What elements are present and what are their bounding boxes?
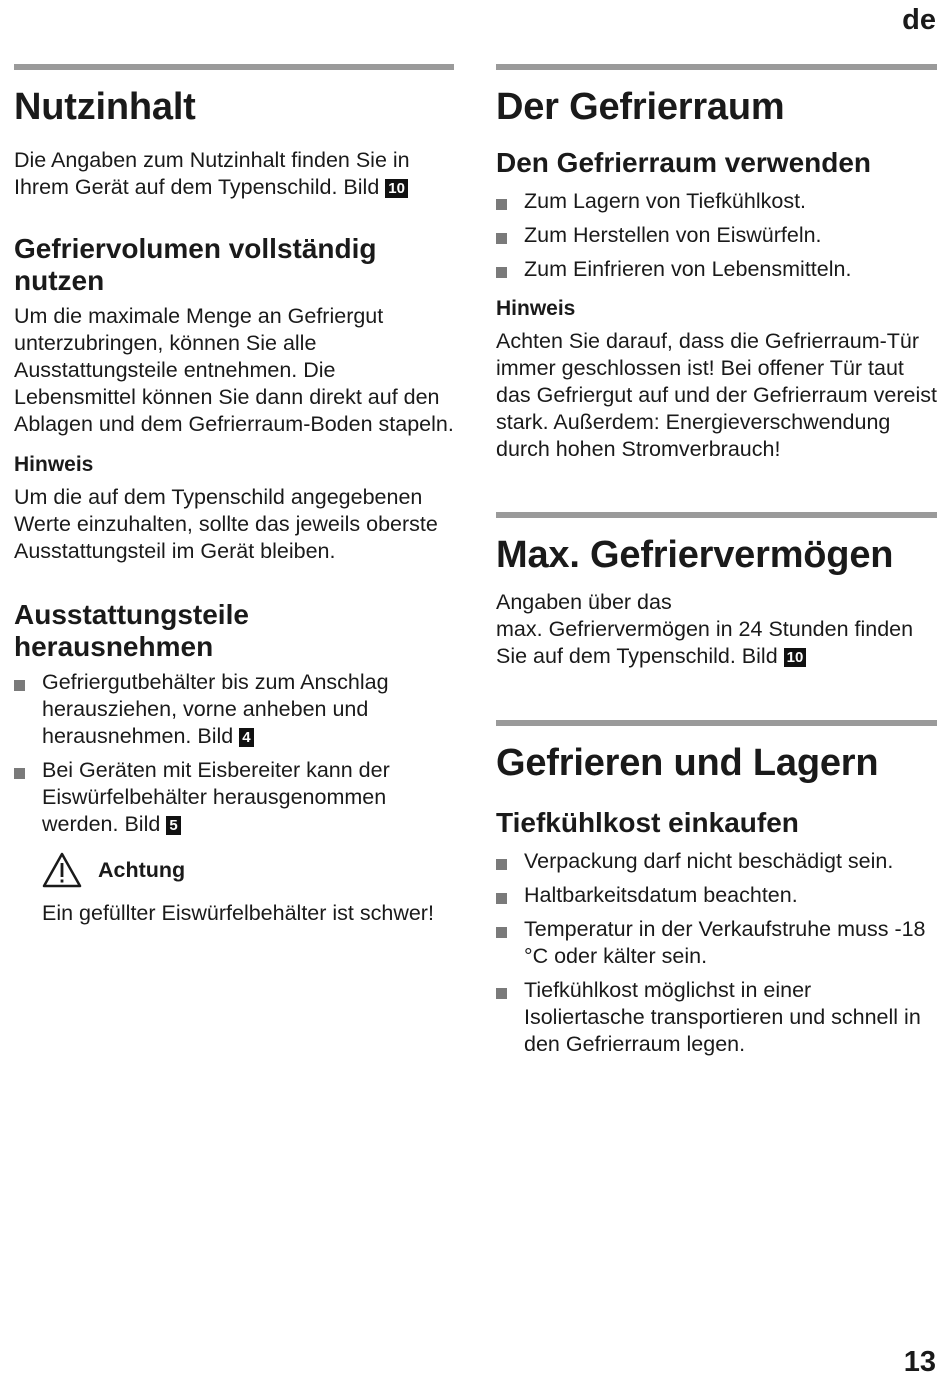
list-item: Gefriergutbehälter bis zum Anschlag herausziehen, vorne anheben und herausnehmen. Bild 4 (14, 669, 454, 750)
figure-ref-4: 4 (239, 728, 253, 747)
figure-ref-10: 10 (784, 648, 807, 667)
bullet-square-icon (496, 199, 507, 210)
list-item: Haltbarkeitsdatum beachten. (496, 882, 937, 909)
heading-gefriervermoegen: Max. Gefriervermögen (496, 534, 894, 576)
bullet-square-icon (496, 927, 507, 938)
heading-gefriervolumen: Gefriervolumen vollständig nutzen (14, 233, 377, 296)
warning-triangle-icon (42, 852, 82, 888)
warning-label: Achtung (98, 857, 186, 882)
warning-heading (42, 852, 454, 888)
list-item: Zum Einfrieren von Lebensmitteln. (496, 256, 937, 283)
right-column (496, 64, 937, 1058)
page-number: 13 (903, 1346, 936, 1378)
tiefkuehlkost-list (496, 848, 937, 1058)
left-column (14, 64, 454, 927)
note-text: Um die auf dem Typenschild angegebenen Werte einzuhalten, sollte das jeweils oberste Ausstattungsteil im Gerät bleiben. (14, 485, 438, 563)
list-item: Verpackung darf nicht beschädigt sein. (496, 848, 937, 875)
note-text: Achten Sie darauf, dass die Gefrierraum-Tür immer geschlossen ist! Bei offener Tür taut das Gefriergut auf und der Gefrierraum vereist stark. Außerdem: Energieverschwendung durch hohen Stromverbrauch! (496, 329, 937, 461)
note-label: Hinweis (14, 453, 94, 476)
ausstattungsteile-list (14, 669, 454, 838)
figure-ref-10: 10 (385, 179, 408, 198)
bullet-square-icon (496, 893, 507, 904)
bullet-square-icon (496, 233, 507, 244)
bullet-square-icon (496, 859, 507, 870)
heading-gefrierraum: Der Gefrierraum (496, 86, 785, 128)
warning-text: Ein gefüllter Eiswürfelbehälter ist schwer! (42, 901, 434, 925)
subheading-tiefkuehlkost: Tiefkühlkost einkaufen (496, 807, 799, 838)
bullet-square-icon (14, 680, 25, 691)
bullet-square-icon (496, 267, 507, 278)
list-item: Temperatur in der Verkaufstruhe muss -18 °C oder kälter sein. (496, 916, 937, 970)
heading-nutzinhalt: Nutzinhalt (14, 86, 196, 128)
list-item: Bei Geräten mit Eisbereiter kann der Eiswürfelbehälter herausgenommen werden. Bild 5 (14, 757, 454, 838)
heading-ausstattungsteile: Ausstattungsteile herausnehmen (14, 599, 249, 662)
bullet-square-icon (14, 768, 25, 779)
list-item: Tiefkühlkost möglichst in einer Isoliertasche transportieren und schnell in den Gefrierraum legen. (496, 977, 937, 1058)
section-rule (496, 64, 937, 70)
subheading-gefrierraum-verwenden: Den Gefrierraum verwenden (496, 147, 872, 178)
gefriervolumen-text: Um die maximale Menge an Gefriergut unterzubringen, können Sie alle Ausstattungsteile entnehmen. Die Lebensmittel können Sie dann direkt auf den Ablagen und dem Gefrierraum-Boden stapeln. (14, 304, 454, 436)
section-rule (496, 720, 937, 726)
figure-ref-5: 5 (166, 816, 180, 835)
gefrierraum-list (496, 188, 937, 283)
gefriervermoegen-text: Angaben über das max. Gefriervermögen in 24 Stunden finden Sie auf dem Typenschild. Bild 10 (496, 590, 914, 668)
heading-gefrieren-lagern: Gefrieren und Lagern (496, 742, 879, 784)
section-rule (14, 64, 454, 70)
nutzinhalt-text: Die Angaben zum Nutzinhalt finden Sie in Ihrem Gerät auf dem Typenschild. Bild 10 (14, 148, 410, 199)
list-item: Zum Herstellen von Eiswürfeln. (496, 222, 937, 249)
section-rule (496, 512, 937, 518)
list-item: Zum Lagern von Tiefkühlkost. (496, 188, 937, 215)
bullet-square-icon (496, 988, 507, 999)
language-tag: de (902, 4, 936, 36)
note-label: Hinweis (496, 297, 576, 320)
